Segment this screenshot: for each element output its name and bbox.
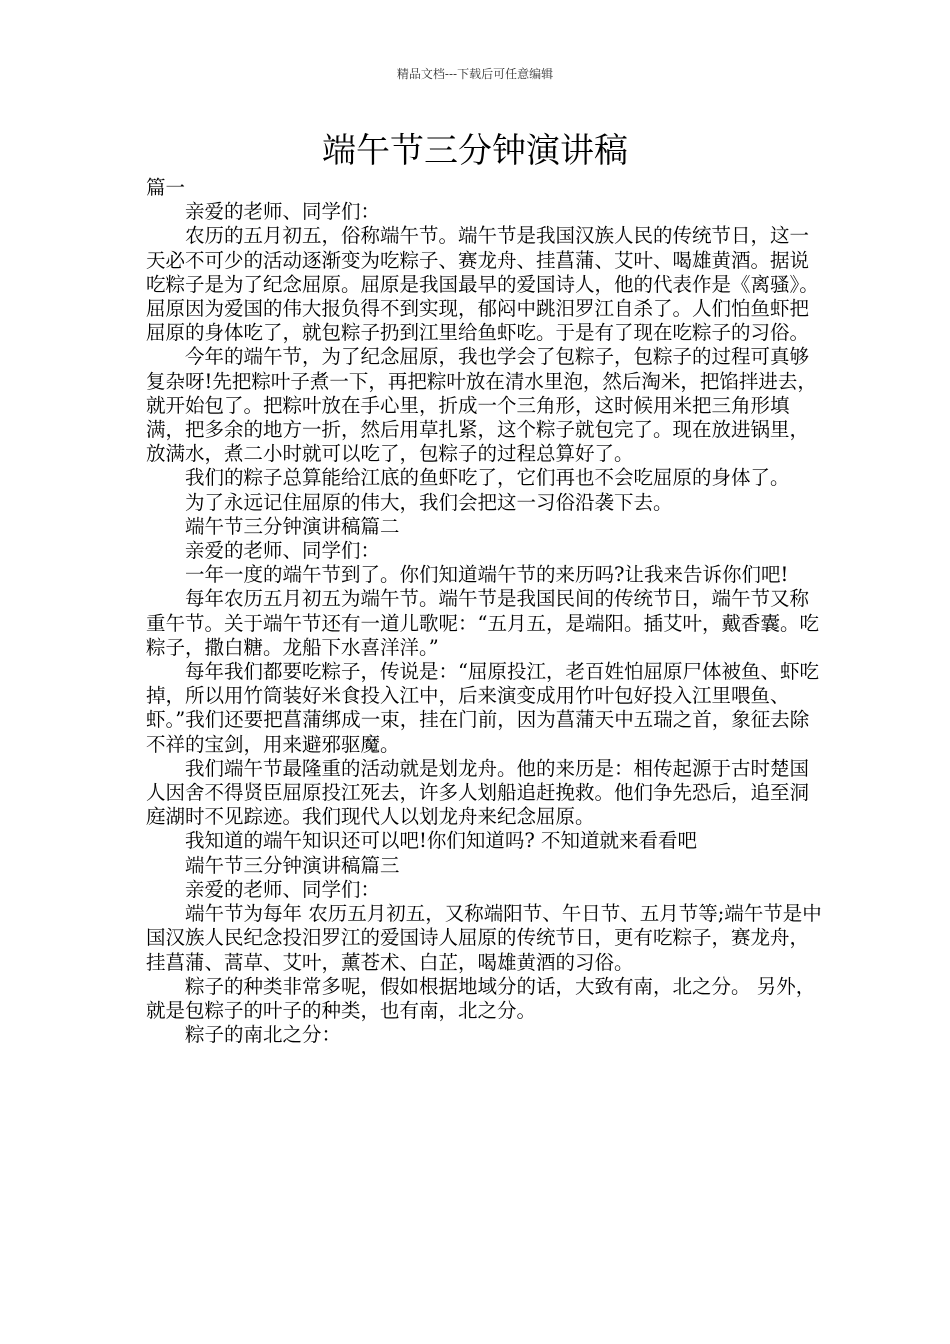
- paragraph: 粽子的南北之分：: [185, 1023, 342, 1047]
- paragraph: 每年我们都要吃粽子，传说是：“屈原投江，老百姓怕屈原尸体被鱼、虾吃掉，所以用竹筒装好米食投入江中，后来演变成用竹叶包好投入江里喂鱼、虾。”我们还要把菖蒲绑成一束，挂在门前，因为菖蒲天中五瑞之首，象征去除不祥的宝剑，用来避邪驱魔。: [146, 660, 819, 756]
- paragraph: 我知道的端午知识还可以吧!你们知道吗? 不知道就来看看吧: [185, 829, 697, 853]
- paragraph: 亲爱的老师、同学们：: [185, 539, 381, 563]
- section-heading: 端午节三分钟演讲稿篇三: [185, 853, 400, 877]
- paragraph: 端午节为每年 农历五月初五，又称端阳节、午日节、五月节等;端午节是中国汉族人民纪念投汨罗江的爱国诗人屈原的传统节日，更有吃粽子，赛龙舟，挂菖蒲、蒿草、艾叶，薰苍术、白芷，喝雄黄酒的习俗。: [146, 902, 822, 974]
- paragraph: 我们端午节最隆重的活动就是划龙舟。他的来历是：相传起源于古时楚国人因舍不得贤臣屈原投江死去，许多人划船追赶挽救。他们争先恐后，追至洞庭湖时不见踪迹。我们现代人以划龙舟来纪念屈原。: [146, 756, 810, 829]
- paragraph: 一年一度的端午节到了。你们知道端午节的来历吗?让我来告诉你们吧!: [185, 563, 789, 587]
- header-note: 精品文档---下载后可任意编辑: [396, 67, 554, 81]
- document-title: 端午节三分钟演讲稿: [322, 131, 628, 171]
- paragraph: 篇一: [146, 176, 186, 199]
- paragraph: 粽子的种类非常多呢，假如根据地域分的话，大致有南，北之分。 另外，就是包粽子的叶子的种类，也有南，北之分。: [146, 974, 816, 1022]
- paragraph: 今年的端午节，为了纪念屈原，我也学会了包粽子，包粽子的过程可真够复杂呀!先把粽叶子煮一下，再把粽叶放在清水里泡，然后淘米，把馅拌进去，就开始包了。把粽叶放在手心里，折成一个三角形，这时候用米把三角形填满，把多余的地方一折，然后用草扎紧，这个粽子就包完了。现在放进锅里，放满水，煮二小时就可以吃了，包粽子的过程总算好了。: [146, 345, 817, 466]
- document-body: [146, 176, 822, 1047]
- paragraph: 亲爱的老师、同学们：: [185, 200, 381, 224]
- paragraph: 亲爱的老师、同学们：: [185, 877, 381, 901]
- paragraph: 我们的粽子总算能给江底的鱼虾吃了，它们再也不会吃屈原的身体了。: [185, 466, 790, 490]
- paragraph: 为了永远记住屈原的伟大，我们会把这一习俗沿袭下去。: [185, 490, 673, 514]
- paragraph: 农历的五月初五，俗称端午节。端午节是我国汉族人民的传统节日，这一天必不可少的活动逐渐变为吃粽子、赛龙舟、挂菖蒲、艾叶、喝雄黄酒。据说吃粽子是为了纪念屈原。屈原是我国最早的爱国诗人，他的代表作是《离骚》。屈原因为爱国的伟大报负得不到实现，郁闷中跳汨罗江自杀了。人们怕鱼虾把屈原的身体吃了，就包粽子扔到江里给鱼虾吃。于是有了现在吃粽子的习俗。: [146, 224, 819, 345]
- paragraph: 每年农历五月初五为端午节。端午节是我国民间的传统节日，端午节又称重午节。关于端午节还有一道儿歌呢：“五月五，是端阳。插艾叶，戴香囊。吃粽子，撒白糖。龙船下水喜洋洋。”: [146, 587, 819, 659]
- section-heading: 端午节三分钟演讲稿篇二: [185, 514, 400, 538]
